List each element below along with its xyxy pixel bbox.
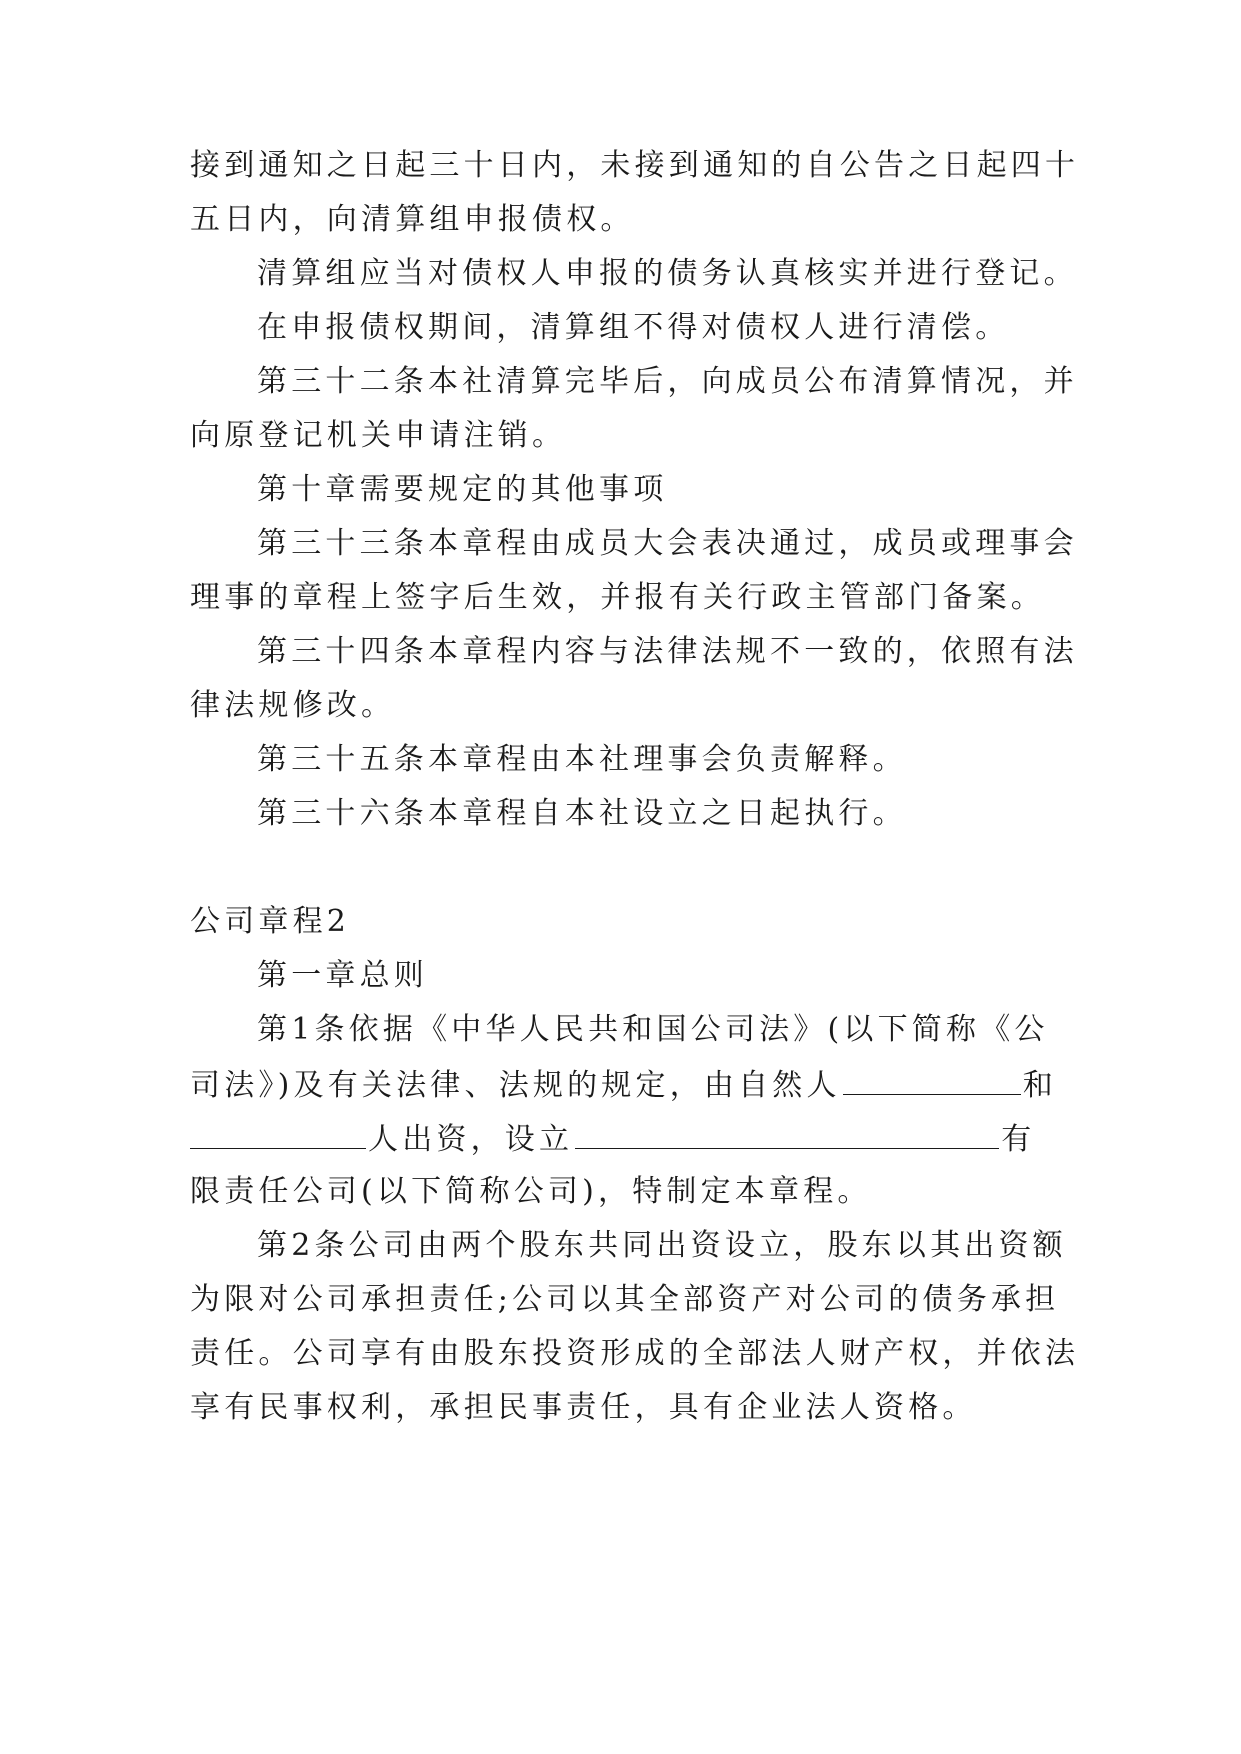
text-line: 享有民事权利，承担民事责任，具有企业法人资格。 xyxy=(190,1390,977,1425)
section-heading: 第十章需要规定的其他事项 xyxy=(257,472,668,507)
text-line: 责任。公司享有由股东投资形成的全部法人财产权，并依法 xyxy=(190,1336,1080,1371)
text-line: 第三十三条本章程由成员大会表决通过，成员或理事会 xyxy=(257,526,1078,561)
text-segment: 司法》)及有关法律、法规的规定，由自然人 xyxy=(190,1068,841,1103)
document-title: 公司章程2 xyxy=(190,904,351,939)
text-line: 第三十二条本社清算完毕后，向成员公布清算情况，并 xyxy=(257,364,1078,399)
text-line: 清算组应当对债权人申报的债务认真核实并进行登记。 xyxy=(257,256,1078,291)
text-line: 理事的章程上签字后生效，并报有关行政主管部门备案。 xyxy=(190,580,1045,615)
text-line: 律法规修改。 xyxy=(190,688,396,723)
text-line: 为限对公司承担责任;公司以其全部资产对公司的债务承担 xyxy=(190,1282,1060,1317)
text-segment: 有 xyxy=(1001,1122,1036,1157)
text-line: 第2条公司由两个股东共同出资设立，股东以其出资额 xyxy=(257,1228,1067,1263)
text-segment: 人出资，设立 xyxy=(368,1122,574,1157)
text-line: 第三十五条本章程由本社理事会负责解释。 xyxy=(257,742,907,777)
fill-in-blank xyxy=(190,1118,366,1149)
text-line-with-blank xyxy=(190,1118,1035,1160)
text-line: 向原登记机关申请注销。 xyxy=(190,418,567,453)
text-line: 在申报债权期间，清算组不得对债权人进行清偿。 xyxy=(257,310,1010,345)
text-line: 第三十六条本章程自本社设立之日起执行。 xyxy=(257,796,907,831)
fill-in-blank xyxy=(575,1118,999,1149)
fill-in-blank xyxy=(843,1064,1021,1095)
chapter-heading: 第一章总则 xyxy=(257,958,428,993)
text-line-with-blank xyxy=(190,1064,1057,1106)
text-line: 接到通知之日起三十日内，未接到通知的自公告之日起四十 xyxy=(190,148,1080,183)
text-line: 第1条依据《中华人民共和国公司法》(以下简称《公 xyxy=(257,1012,1049,1047)
text-line: 限责任公司(以下简称公司)，特制定本章程。 xyxy=(190,1174,872,1209)
text-line: 第三十四条本章程内容与法律法规不一致的，依照有法 xyxy=(257,634,1078,669)
text-line: 五日内，向清算组申报债权。 xyxy=(190,202,635,237)
text-segment: 和 xyxy=(1022,1068,1057,1103)
